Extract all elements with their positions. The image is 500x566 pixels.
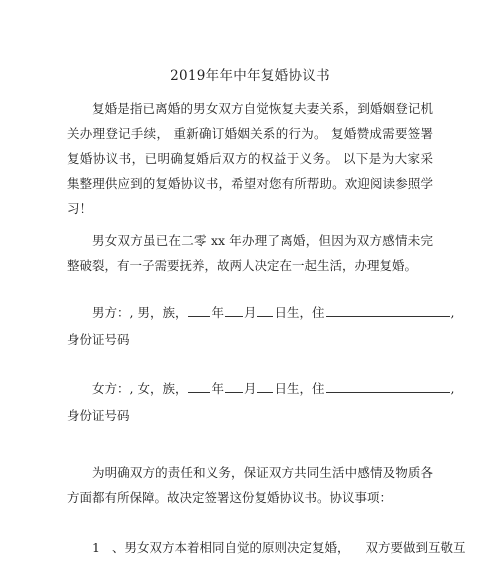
clause-1-text: 、男女双方本着相同自觉的原则决定复婚，	[111, 540, 350, 555]
day-blank	[257, 378, 273, 393]
man-id-label: 身份证号码	[67, 332, 130, 347]
clause-1-tail: 双方要做到互敬互	[365, 540, 466, 555]
year-blank	[188, 302, 210, 317]
man-month-label: 月	[243, 305, 257, 320]
day-blank	[257, 302, 273, 317]
purpose-paragraph: 为明确双方的责任和义务，保证双方共同生活中感情及物质各方面都有所保障。故决定签署这份复婚协议书。协议事项：	[67, 465, 433, 505]
clause-1-number: 1	[92, 540, 100, 555]
man-info-prefix: 男方：, 男，族，	[92, 305, 188, 320]
woman-info-prefix: 女方：, 女，族，	[92, 381, 188, 396]
woman-day-label: 日生，住	[274, 381, 325, 396]
document-title: 2019年年中年复婚协议书	[170, 68, 330, 84]
man-info-line	[92, 302, 454, 323]
man-year-label: 年	[211, 305, 224, 320]
year-blank	[188, 378, 210, 393]
man-day-label: 日生，住	[274, 305, 325, 320]
clause-1	[92, 538, 465, 558]
woman-year-label: 年	[211, 381, 224, 396]
month-blank	[225, 302, 243, 317]
woman-line-end: ,	[450, 381, 455, 396]
background-paragraph: 男女双方虽已在二零 xx 年办理了离婚，但因为双方感情未完整破裂，有一子需要抚养，故两人决定在一起生活，办理复婚。	[67, 233, 433, 273]
address-blank	[326, 302, 450, 317]
woman-id-label: 身份证号码	[67, 408, 130, 423]
address-blank	[326, 378, 450, 393]
intro-paragraph: 复婚是指已离婚的男女双方自觉恢复夫妻关系，到婚姻登记机关办理登记手续， 重新确订婚姻关系的行为。 复婚赞成需要签署复婚协议书，已明确复婚后双方的权益于义务。 以下是为大家采集整理供应到的复婚协议书，希望对您有所帮助。欢迎阅读参照学习！	[67, 101, 433, 216]
month-blank	[225, 378, 243, 393]
woman-info-line	[92, 378, 454, 399]
woman-month-label: 月	[243, 381, 257, 396]
man-line-end: ,	[450, 305, 455, 320]
